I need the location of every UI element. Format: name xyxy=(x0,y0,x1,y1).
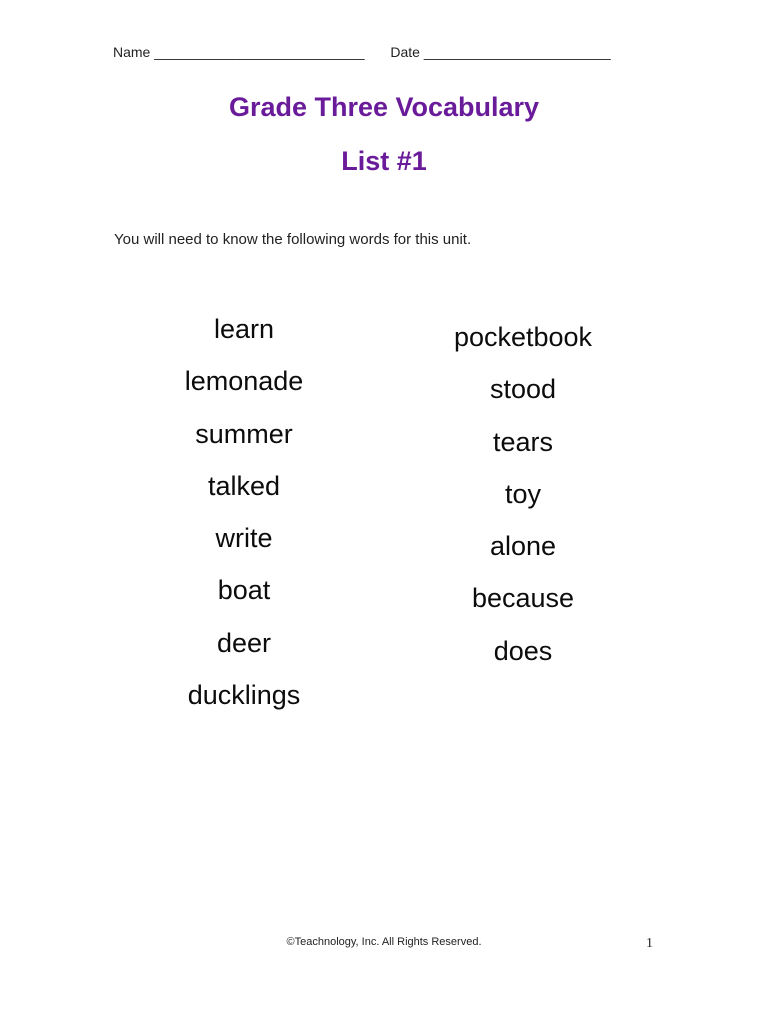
vocab-word: summer xyxy=(195,418,293,449)
date-field xyxy=(390,44,610,60)
name-field xyxy=(113,44,364,60)
page-number: 1 xyxy=(646,936,653,951)
name-label: Name xyxy=(113,44,151,60)
vocab-word: stood xyxy=(489,374,557,405)
instructions-text: You will need to know the following words for this unit. xyxy=(114,231,472,248)
vocab-word: alone xyxy=(489,531,557,562)
name-blank-line: ___________________________ xyxy=(154,44,365,60)
page-title: Grade Three Vocabulary xyxy=(228,92,540,122)
vocab-word: boat xyxy=(217,575,271,606)
vocab-word: learn xyxy=(213,314,275,344)
date-label: Date xyxy=(390,44,420,60)
vocab-word: tears xyxy=(492,426,554,457)
vocab-word: ducklings xyxy=(187,680,301,711)
vocab-word: lemonade xyxy=(184,366,304,397)
name-date-header xyxy=(113,44,611,60)
word-list-right xyxy=(403,322,643,688)
copyright-footer: ©Teachnology, Inc. All Rights Reserved. xyxy=(286,936,482,948)
vocab-word: pocketbook xyxy=(453,322,593,352)
vocab-word: deer xyxy=(216,627,272,658)
vocab-word: write xyxy=(215,523,273,554)
word-list-left xyxy=(124,314,364,732)
vocab-word: talked xyxy=(207,470,281,501)
vocab-word: toy xyxy=(504,478,542,509)
vocab-word: because xyxy=(471,583,575,614)
list-title: List #1 xyxy=(341,146,427,176)
date-blank-line: ________________________ xyxy=(423,44,611,60)
vocab-word: does xyxy=(493,635,553,666)
